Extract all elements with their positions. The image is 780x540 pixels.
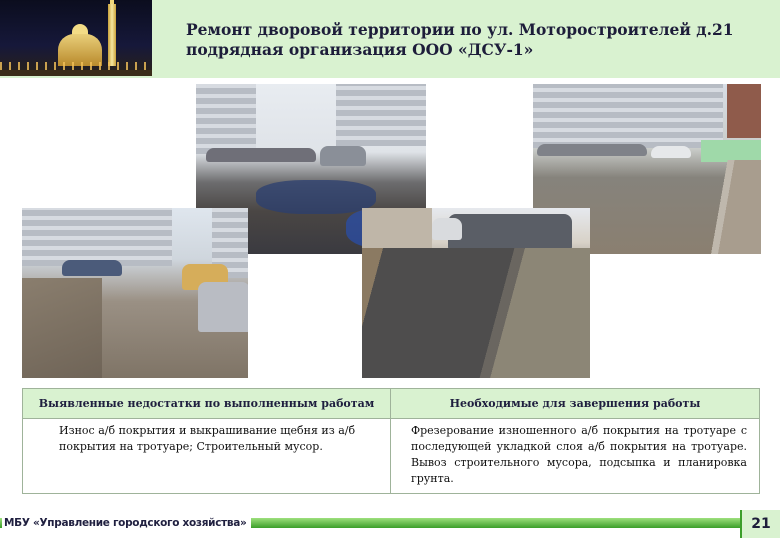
defects-cell: Износ а/б покрытия и выкрашивание щебня из а/б покрытия на тротуаре; Строительный мусор. <box>23 419 391 493</box>
city-night-photo <box>0 0 152 76</box>
puddle <box>256 180 376 214</box>
title-line-2: подрядная организация ООО «ДСУ-1» <box>186 40 534 59</box>
apartment-building <box>22 208 172 266</box>
parked-car <box>432 218 462 240</box>
sidewalk-curb <box>693 160 761 254</box>
parked-car <box>62 260 122 276</box>
dirt-area <box>22 278 102 378</box>
organization-name: МБУ «Управление городского хозяйства» <box>2 516 251 530</box>
parked-car <box>448 214 572 250</box>
defects-column-header: Выявленные недостатки по выполненным работам <box>23 389 391 419</box>
info-table <box>22 388 760 494</box>
required-works-cell: Фрезерование изношенного а/б покрытия на тротуаре с последующей укладкой слоя а/б покрытия на тротуаре. Вывоз строительного мусора, подсыпка и планировка грунта. <box>411 424 747 485</box>
bell-tower <box>108 4 116 66</box>
parked-cars <box>206 148 316 162</box>
apartment-building <box>362 208 432 248</box>
apartment-building <box>196 84 256 154</box>
parked-car <box>198 282 248 332</box>
parked-car <box>320 146 366 166</box>
parked-car <box>651 146 691 158</box>
page-number: 21 <box>740 510 780 538</box>
apartment-building <box>533 84 723 148</box>
apartment-building <box>336 84 426 146</box>
required-works-column-header: Необходимые для завершения работы <box>391 389 759 419</box>
asphalt-sidewalk <box>362 248 590 378</box>
photo-courtyard-drive <box>22 208 248 378</box>
parked-cars <box>537 144 647 156</box>
apartment-building <box>727 84 761 138</box>
title-line-1: Ремонт дворовой территории по ул. Моторостроителей д.21 <box>186 20 734 39</box>
page-title <box>186 20 776 60</box>
photo-sidewalk-asphalt <box>362 208 590 378</box>
green-fence <box>701 140 761 162</box>
river-bank <box>0 70 152 76</box>
